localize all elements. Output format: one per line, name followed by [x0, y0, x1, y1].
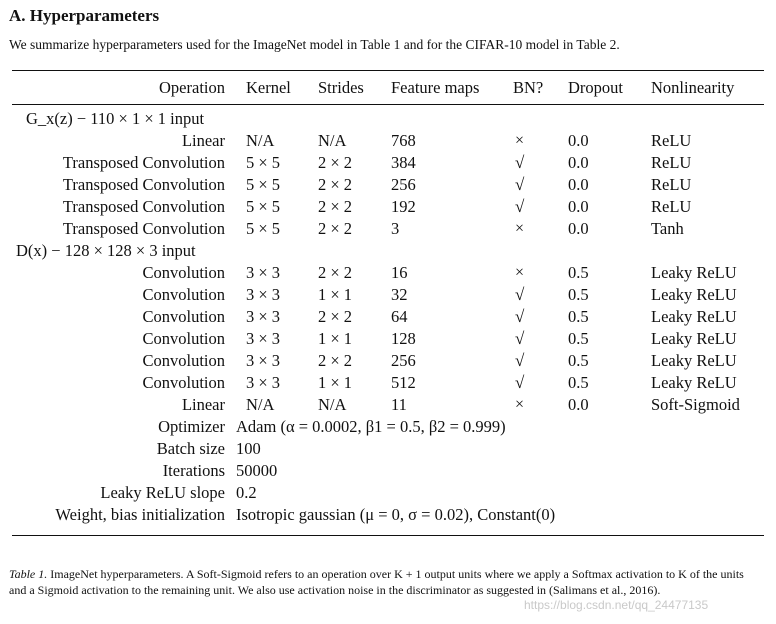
cell-feature-maps: 384 [391, 153, 416, 172]
cell-strides: 2 × 2 [318, 263, 353, 282]
cell-batch-norm: √ [515, 197, 525, 216]
cell-feature-maps: 256 [391, 351, 416, 370]
cell-feature-maps: 256 [391, 175, 416, 194]
cell-feature-maps: 512 [391, 373, 416, 392]
header-nonlinearity: Nonlinearity [651, 78, 735, 97]
cell-dropout: 0.5 [568, 307, 589, 326]
setting-value: Isotropic gaussian (μ = 0, σ = 0.02), Constant(0) [236, 505, 556, 524]
header-operation: Operation [159, 78, 225, 97]
header-feature-maps: Feature maps [391, 78, 480, 97]
table-caption [9, 566, 755, 598]
cell-strides: 1 × 1 [318, 373, 353, 392]
cell-kernel: 5 × 5 [246, 219, 281, 238]
cell-kernel: 3 × 3 [246, 351, 281, 370]
cell-kernel: 3 × 3 [246, 285, 281, 304]
table-top-rule [12, 70, 764, 71]
cell-feature-maps: 64 [391, 307, 408, 326]
header-strides: Strides [318, 78, 364, 97]
table-header-rule [12, 104, 764, 105]
setting-name: Leaky ReLU slope [100, 483, 225, 502]
cell-nonlinearity: Leaky ReLU [651, 285, 737, 304]
cell-batch-norm: √ [515, 351, 525, 370]
cell-operation: Transposed Convolution [62, 219, 225, 238]
cell-kernel: N/A [246, 131, 275, 150]
cell-dropout: 0.0 [568, 395, 589, 414]
cell-batch-norm: √ [515, 285, 525, 304]
setting-value: 0.2 [236, 483, 257, 502]
generator-input-label: G_x(z) − 110 × 1 × 1 input [26, 109, 205, 128]
cell-feature-maps: 768 [391, 131, 416, 150]
setting-name: Optimizer [158, 417, 225, 436]
setting-name: Weight, bias initialization [55, 505, 225, 524]
cell-operation: Linear [181, 395, 225, 414]
cell-dropout: 0.5 [568, 329, 589, 348]
cell-nonlinearity: Soft-Sigmoid [651, 395, 740, 414]
discriminator-input-label: D(x) − 128 × 128 × 3 input [16, 241, 196, 260]
setting-name: Iterations [162, 461, 225, 480]
cell-dropout: 0.5 [568, 373, 589, 392]
section-intro: We summarize hyperparameters used for the ImageNet model in Table 1 and for the CIFAR-10 model in Table 2. [9, 37, 620, 52]
cell-operation: Convolution [142, 285, 225, 304]
cell-batch-norm: × [515, 264, 525, 281]
caption-text: ImageNet hyperparameters. A Soft-Sigmoid refers to an operation over K + 1 output units where we apply a Softmax activation to K of the units and a Sigmoid activation to the remaining unit. We also use activation noise in the discriminator as suggested in (Salimans et al., 2016). [9, 567, 744, 597]
cell-strides: 1 × 1 [318, 285, 353, 304]
cell-feature-maps: 128 [391, 329, 416, 348]
table-bottom-rule [12, 535, 764, 536]
cell-dropout: 0.0 [568, 219, 589, 238]
cell-strides: 2 × 2 [318, 307, 353, 326]
cell-dropout: 0.5 [568, 263, 589, 282]
cell-batch-norm: × [515, 132, 525, 149]
cell-operation: Transposed Convolution [62, 197, 225, 216]
cell-nonlinearity: ReLU [651, 175, 692, 194]
cell-batch-norm: × [515, 220, 525, 237]
cell-nonlinearity: ReLU [651, 153, 692, 172]
header-kernel: Kernel [246, 78, 291, 97]
cell-kernel: 5 × 5 [246, 153, 281, 172]
cell-operation: Convolution [142, 373, 225, 392]
cell-nonlinearity: ReLU [651, 197, 692, 216]
cell-strides: N/A [318, 131, 347, 150]
setting-name: Batch size [156, 439, 225, 458]
cell-operation: Convolution [142, 351, 225, 370]
cell-nonlinearity: Leaky ReLU [651, 329, 737, 348]
cell-batch-norm: √ [515, 175, 525, 194]
cell-dropout: 0.5 [568, 351, 589, 370]
cell-dropout: 0.5 [568, 285, 589, 304]
setting-value: 100 [236, 439, 261, 458]
cell-strides: 1 × 1 [318, 329, 353, 348]
cell-operation: Convolution [142, 329, 225, 348]
cell-kernel: 3 × 3 [246, 263, 281, 282]
header-batch-norm: BN? [513, 78, 544, 97]
cell-dropout: 0.0 [568, 153, 589, 172]
cell-batch-norm: × [515, 396, 525, 413]
cell-feature-maps: 11 [391, 395, 407, 414]
cell-kernel: 5 × 5 [246, 175, 281, 194]
cell-strides: 2 × 2 [318, 153, 353, 172]
cell-batch-norm: √ [515, 307, 525, 326]
cell-operation: Linear [181, 131, 225, 150]
cell-dropout: 0.0 [568, 131, 589, 150]
cell-nonlinearity: ReLU [651, 131, 692, 150]
cell-dropout: 0.0 [568, 175, 589, 194]
cell-feature-maps: 192 [391, 197, 416, 216]
cell-operation: Transposed Convolution [62, 175, 225, 194]
watermark: https://blog.csdn.net/qq_24477135 [524, 598, 709, 612]
cell-strides: 2 × 2 [318, 175, 353, 194]
cell-operation: Convolution [142, 307, 225, 326]
cell-nonlinearity: Leaky ReLU [651, 263, 737, 282]
cell-kernel: 3 × 3 [246, 307, 281, 326]
cell-batch-norm: √ [515, 329, 525, 348]
cell-feature-maps: 16 [391, 263, 408, 282]
cell-batch-norm: √ [515, 373, 525, 392]
cell-strides: 2 × 2 [318, 219, 353, 238]
cell-operation: Convolution [142, 263, 225, 282]
cell-nonlinearity: Leaky ReLU [651, 307, 737, 326]
cell-kernel: 3 × 3 [246, 329, 281, 348]
cell-kernel: N/A [246, 395, 275, 414]
cell-strides: 2 × 2 [318, 351, 353, 370]
header-dropout: Dropout [568, 78, 623, 97]
cell-dropout: 0.0 [568, 197, 589, 216]
cell-feature-maps: 32 [391, 285, 408, 304]
section-title: A. Hyperparameters [9, 6, 160, 25]
cell-kernel: 3 × 3 [246, 373, 281, 392]
setting-value: Adam (α = 0.0002, β1 = 0.5, β2 = 0.999) [236, 417, 506, 436]
cell-strides: N/A [318, 395, 347, 414]
cell-strides: 2 × 2 [318, 197, 353, 216]
cell-kernel: 5 × 5 [246, 197, 281, 216]
cell-batch-norm: √ [515, 153, 525, 172]
caption-label: Table 1. [9, 567, 48, 581]
cell-operation: Transposed Convolution [62, 153, 225, 172]
cell-feature-maps: 3 [391, 219, 400, 238]
cell-nonlinearity: Leaky ReLU [651, 373, 737, 392]
setting-value: 50000 [236, 461, 278, 480]
cell-nonlinearity: Tanh [651, 219, 684, 238]
cell-nonlinearity: Leaky ReLU [651, 351, 737, 370]
